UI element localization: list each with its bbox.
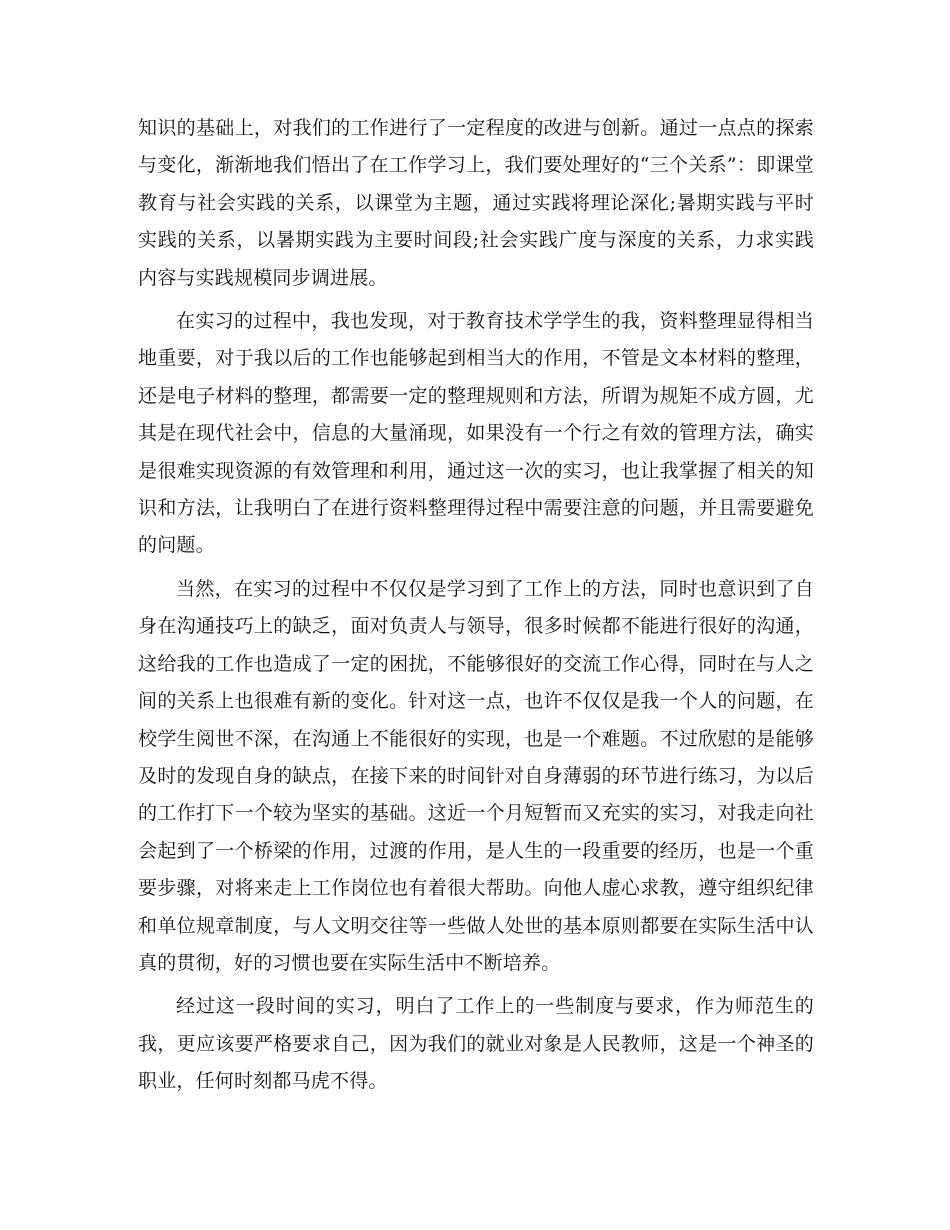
- paragraph-1: 知识的基础上，对我们的工作进行了一定程度的改进与创新。通过一点点的探索与变化，渐渐地我们悟出了在工作学习上，我们要处理好的“三个关系”：即课堂教育与社会实践的关系，以课堂为主题，通过实践将理论深化;暑期实践与平时实践的关系，以暑期实践为主要时间段;社会实践广度与深度的关系，力求实践内容与实践规模同步调进展。: [138, 117, 814, 289]
- paragraph-3: 当然，在实习的过程中不仅仅是学习到了工作上的方法，同时也意识到了自身在沟通技巧上的缺乏，面对负责人与领导，很多时候都不能进行很好的沟通，这给我的工作也造成了一定的困扰，不能够很好的交流工作心得，同时在与人之间的关系上也很难有新的变化。针对这一点，也许不仅仅是我一个人的问题，在校学生阅世不深，在沟通上不能很好的实现，也是一个难题。不过欣慰的是能够及时的发现自身的缺点，在接下来的时间针对自身薄弱的环节进行练习，为以后的工作打下一个较为坚实的基础。这近一个月短暂而又充实的实习，对我走向社会起到了一个桥梁的作用，过渡的作用，是人生的一段重要的经历，也是一个重要步骤，对将来走上工作岗位也有着很大帮助。向他人虚心求教，遵守组织纪律和单位规章制度，与人文明交往等一些做人处世的基本原则都要在实际生活中认真的贯彻，好的习惯也要在实际生活中不断培养。: [138, 577, 814, 974]
- paragraph-2: 在实习的过程中，我也发现，对于教育技术学学生的我，资料整理显得相当地重要，对于我以后的工作也能够起到相当大的作用，不管是文本材料的整理，还是电子材料的整理，都需要一定的整理规则和方法，所谓为规矩不成方圆，尤其是在现代社会中，信息的大量涌现，如果没有一个行之有效的管理方法，确实是很难实现资源的有效管理和利用，通过这一次的实习，也让我掌握了相关的知识和方法，让我明白了在进行资料整理得过程中需要注意的问题，并且需要避免的问题。: [138, 310, 814, 557]
- document-body: [138, 110, 814, 1101]
- paragraph-4: 经过这一段时间的实习，明白了工作上的一些制度与要求，作为师范生的我，更应该要严格要求自己，因为我们的就业对象是人民教师，这是一个神圣的职业，任何时刻都马虎不得。: [138, 995, 814, 1093]
